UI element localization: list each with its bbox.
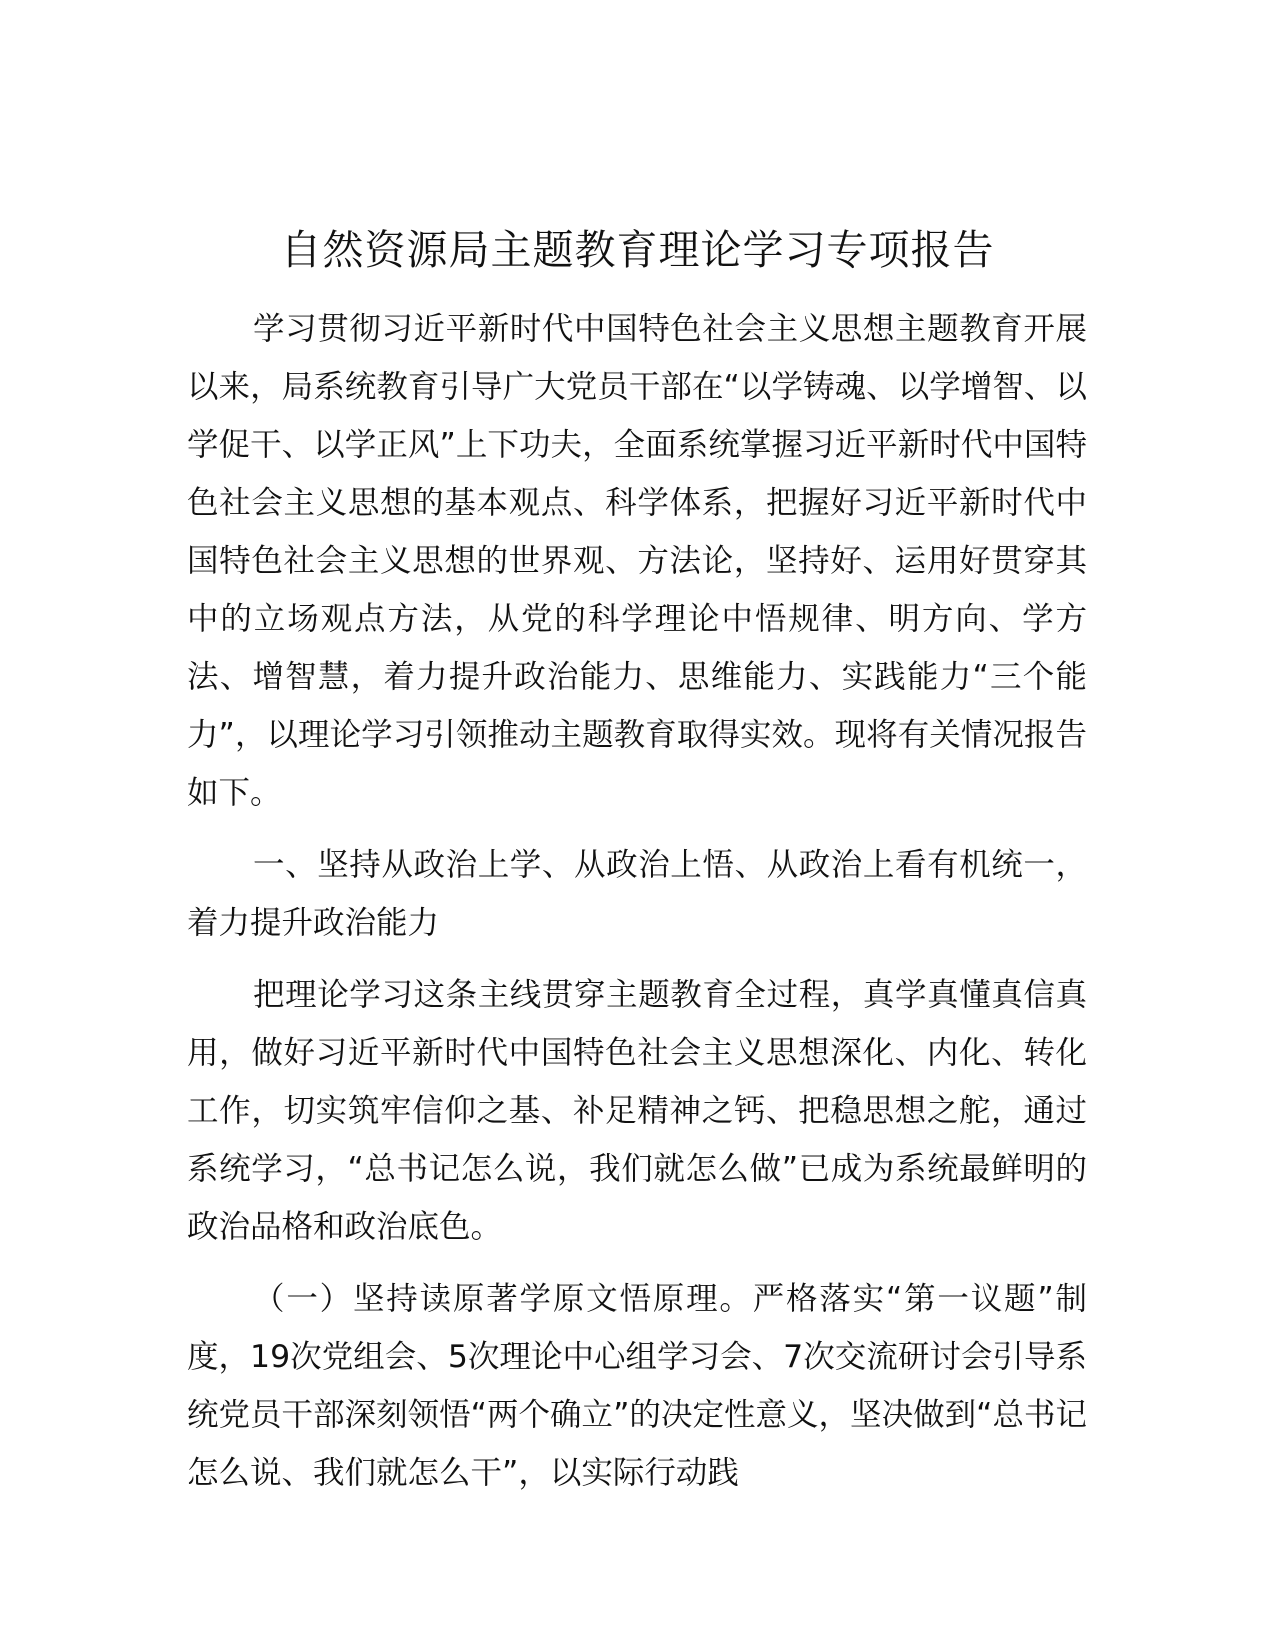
document-title: 自然资源局主题教育理论学习专项报告 <box>280 226 995 274</box>
section-heading-1: 一、坚持从政治上学、从政治上悟、从政治上看有机统一，着力提升政治能力 <box>187 847 1087 941</box>
subsection-1-paragraph: （一）坚持读原著学原文悟原理。严格落实“第一议题”制度，19次党组会、5次理论中心组学习会、7次交流研讨会引导系统党员干部深刻领悟“两个确立”的决定性意义，坚决做到“总书记怎么说、我们就怎么干”，以实际行动践 <box>187 1281 1087 1491</box>
intro-paragraph: 学习贯彻习近平新时代中国特色社会主义思想主题教育开展以来，局系统教育引导广大党员干部在“以学铸魂、以学增智、以学促干、以学正风”上下功夫，全面系统掌握习近平新时代中国特色社会主义思想的基本观点、科学体系，把握好习近平新时代中国特色社会主义思想的世界观、方法论，坚持好、运用好贯穿其中的立场观点方法，从党的科学理论中悟规律、明方向、学方法、增智慧，着力提升政治能力、思维能力、实践能力“三个能力”，以理论学习引领推动主题教育取得实效。现将有关情况报告如下。 <box>187 311 1087 811</box>
document-body <box>187 300 1087 1516</box>
section-1-paragraph: 把理论学习这条主线贯穿主题教育全过程，真学真懂真信真用，做好习近平新时代中国特色社会主义思想深化、内化、转化工作，切实筑牢信仰之基、补足精神之钙、把稳思想之舵，通过系统学习，“总书记怎么说，我们就怎么做”已成为系统最鲜明的政治品格和政治底色。 <box>187 977 1087 1245</box>
